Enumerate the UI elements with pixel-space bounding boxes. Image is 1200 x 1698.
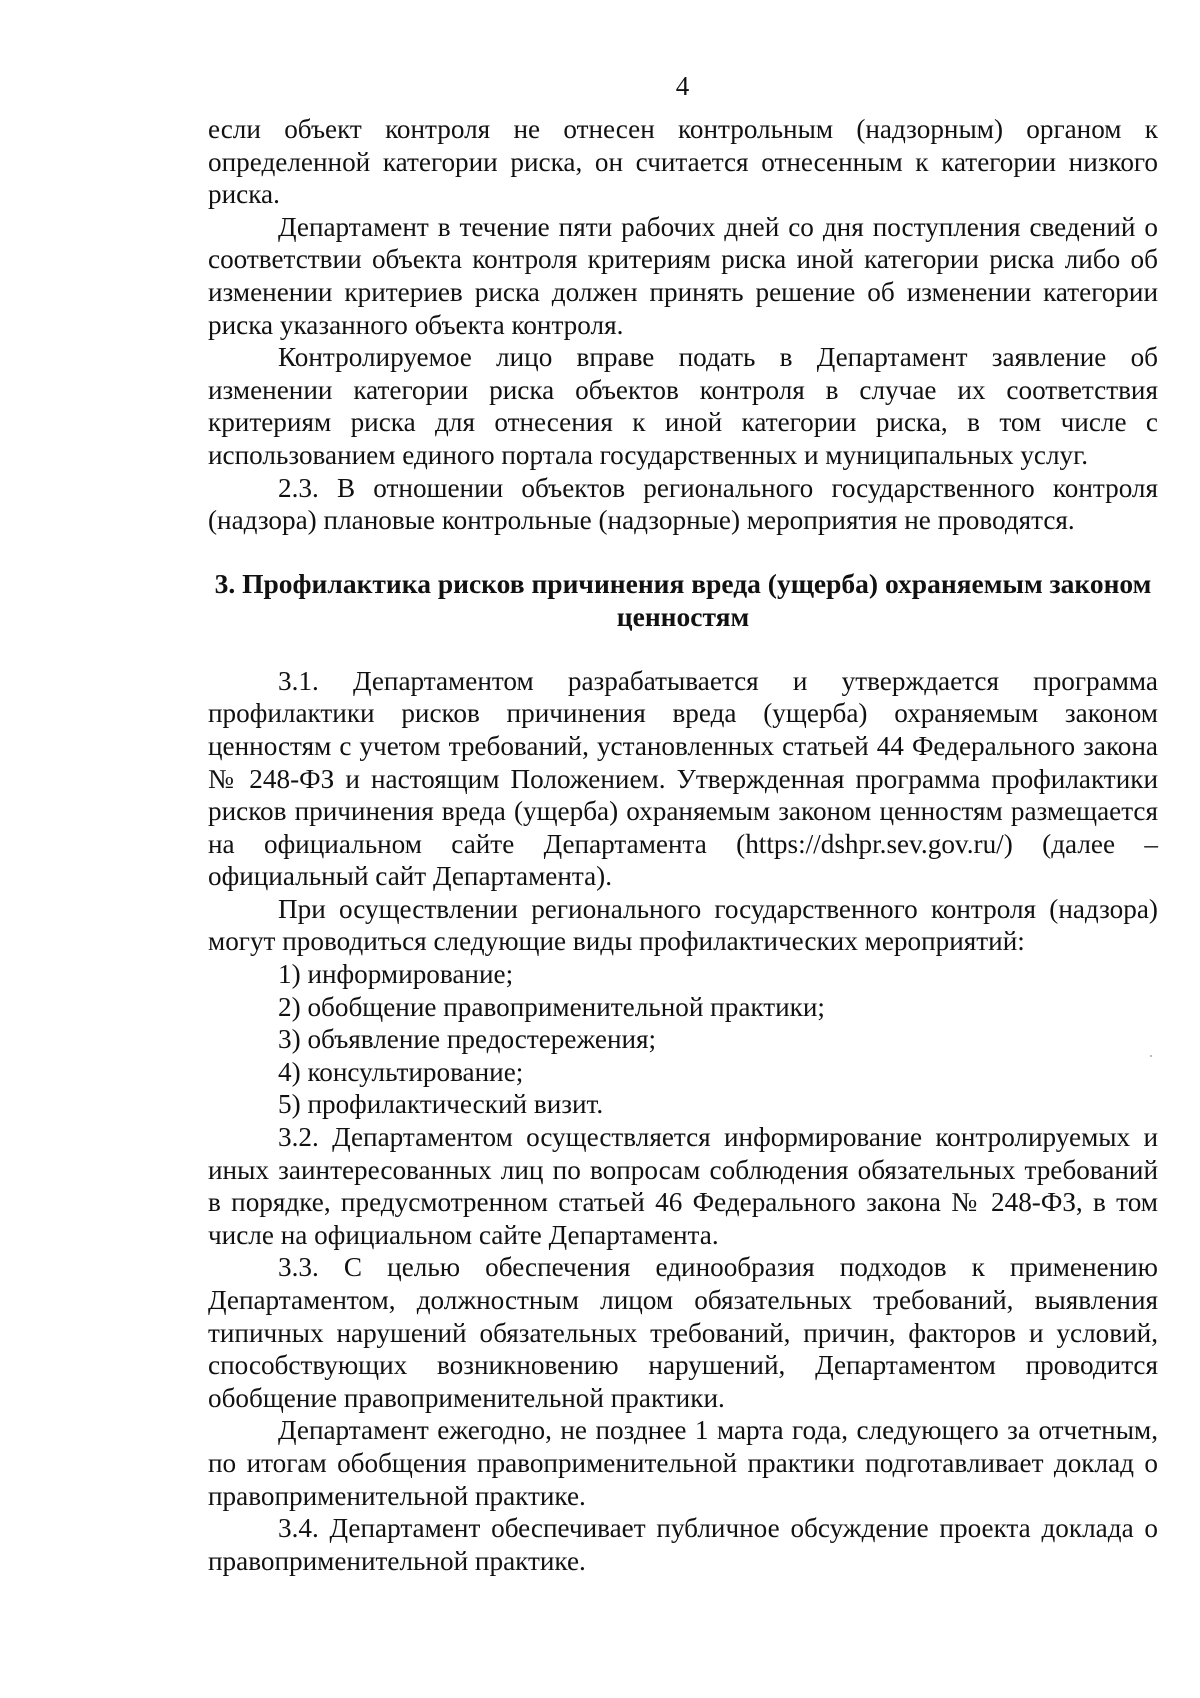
paragraph-3-4: 3.4. Департамент обеспечивает публичное обсуждение проекта доклада о правоприменительной практике.: [208, 1513, 1158, 1576]
paragraph-annual-report: Департамент ежегодно, не позднее 1 марта года, следующего за отчетным, по итогам обобщения правоприменительной практики подготавливает доклад о правоприменительной практике.: [208, 1415, 1158, 1511]
scan-speck: [1150, 1055, 1152, 1057]
paragraph-3-2: 3.2. Департаментом осуществляется информирование контролируемых и иных заинтересованных лиц по вопросам соблюдения обязательных требований в порядке, предусмотренном статьей 46 Федерального закона № 248-ФЗ, в том числе на официальном сайте Департамента.: [208, 1122, 1158, 1250]
paragraph-3-3: 3.3. С целью обеспечения единообразия подходов к применению Департаментом, должностным лицом обязательных требований, выявления типичных нарушений обязательных требований, причин, факторов и условий, способствующих возникновению нарушений, Департаментом проводится обобщение правоприменительной практики.: [208, 1252, 1158, 1413]
paragraph-2-3: 2.3. В отношении объектов регионального государственного контроля (надзора) плановые контрольные (надзорные) мероприятия не проводятся.: [208, 472, 1158, 536]
section-heading-3: 3. Профилактика рисков причинения вреда (ущерба) охраняемым законом ценностям: [214, 567, 1152, 632]
list-item: 2) обобщение правоприменительной практики;: [278, 991, 825, 1022]
list-item: 5) профилактический визит.: [278, 1089, 604, 1120]
list-item: 4) консультирование;: [278, 1056, 524, 1087]
list-item: 3) объявление предостережения;: [278, 1024, 657, 1055]
prevention-measures-list: [208, 958, 1158, 1121]
document-body: [208, 113, 1158, 1577]
paragraph-controlled-person-application: Контролируемое лицо вправе подать в Департамент заявление об изменении категории риска объектов контроля в случае их соответствия критериям риска для отнесения к иной категории риска, в том числе с использованием единого портала государственных и муниципальных услуг.: [208, 342, 1158, 470]
list-item: 1) информирование;: [278, 959, 514, 990]
page-number: 4: [675, 71, 690, 101]
paragraph-risk-default: если объект контроля не отнесен контрольным (надзорным) органом к определенной категории риска, он считается отнесенным к категории низкого риска.: [208, 114, 1158, 210]
paragraph-3-1: 3.1. Департаментом разрабатывается и утверждается программа профилактики рисков причинения вреда (ущерба) охраняемым законом ценностям с учетом требований, установленных статьей 44 Федерального закона № 248-ФЗ и настоящим Положением. Утвержденная программа профилактики рисков причинения вреда (ущерба) охраняемым законом ценностям размещается на официальном сайте Департамента (https://dshpr.sev.gov.ru/) (далее – официальный сайт Департамента).: [208, 665, 1158, 892]
paragraph-risk-change-decision: Департамент в течение пяти рабочих дней со дня поступления сведений о соответствии объекта контроля критериям риска иной категории риска либо об изменении критериев риска должен принять решение об изменении категории риска указанного объекта контроля.: [208, 211, 1158, 340]
paragraph-prevention-types-intro: При осуществлении регионального государственного контроля (надзора) могут проводиться следующие виды профилактических мероприятий:: [208, 893, 1158, 957]
